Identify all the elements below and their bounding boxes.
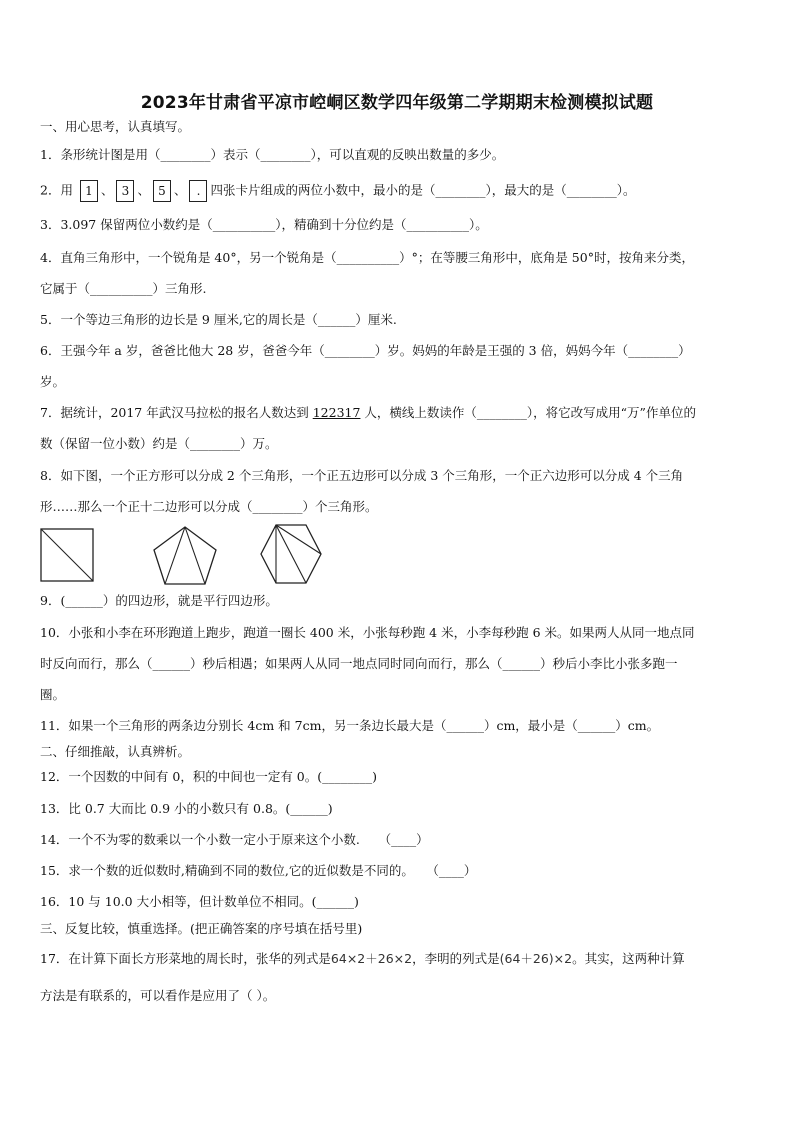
question-10-line-2: 时反向而行，那么（______）秒后相遇；如果两人从同一地点同时同向而行，那么（______）秒后小李比小张多跑一	[40, 656, 678, 671]
question-12: 12．一个因数的中间有 0，积的中间也一定有 0。(________)	[40, 769, 378, 784]
question-6-line-1: 6．王强今年 a 岁，爸爸比他大 28 岁，爸爸今年（________）岁。妈妈的年龄是王强的 3 倍，妈妈今年（________）	[40, 343, 691, 358]
question-9: 9．(______）的四边形，就是平行四边形。	[40, 593, 278, 608]
q2-sep-3: 、	[173, 182, 187, 198]
card-5: 5	[153, 180, 171, 202]
question-1: 1．条形统计图是用（________）表示（________），可以直观的反映出数量的多少。	[40, 147, 505, 162]
q17-text-b: ，李明的列式是	[412, 951, 500, 966]
question-13: 13．比 0.7 大而比 0.9 小的小数只有 0.8。(______)	[40, 801, 333, 816]
question-11: 11．如果一个三角形的两条边分别长 4cm 和 7cm，另一条边长最大是（______）cm，最小是（______）cm。	[40, 718, 660, 733]
page-title: 2023年甘肃省平凉市崆峒区数学四年级第二学期期末检测模拟试题	[140, 93, 654, 113]
question-7-line-2: 数（保留一位小数）约是（________）万。	[40, 436, 278, 451]
question-6-line-2: 岁。	[40, 374, 66, 389]
question-15: 15．求一个数的近似数时,精确到不同的数位,它的近似数是不同的。 （____）	[40, 863, 477, 878]
question-5: 5．一个等边三角形的边长是 9 厘米,它的周长是（______）厘米.	[40, 312, 397, 327]
card-3: 3	[116, 180, 134, 202]
section-2-heading: 二、仔细推敲，认真辨析。	[40, 744, 191, 759]
question-10-line-3: 圈。	[40, 687, 66, 702]
question-16: 16．10 与 10.0 大小相等，但计数单位不相同。(______)	[40, 894, 359, 909]
zhanghua-formula: 64×2＋26×2	[330, 951, 413, 966]
q17-text-c: 。其实，这两种计算	[572, 951, 685, 966]
q7-number: 122317	[312, 405, 361, 420]
question-3: 3．3.097 保留两位小数约是（__________），精确到十分位约是（__________）。	[40, 217, 488, 232]
q2-sep-1: 、	[100, 182, 114, 198]
card-dot: .	[189, 180, 207, 202]
liming-formula: (64＋26)×2	[499, 951, 573, 966]
question-8-line-1: 8．如下图，一个正方形可以分成 2 个三角形，一个正五边形可以分成 3 个三角形，一个正六边形可以分成 4 个三角	[40, 468, 684, 483]
question-8-line-2: 形……那么一个正十二边形可以分成（________）个三角形。	[40, 499, 378, 514]
card-1: 1	[80, 180, 98, 202]
q2-sep-2: 、	[137, 182, 150, 198]
section-1-heading: 一、用心思考，认真填写。	[40, 119, 191, 134]
question-14: 14．一个不为零的数乘以一个小数一定小于原来这个小数. （____）	[40, 832, 429, 847]
question-17-line-2: 方法是有联系的，可以看作是应用了（ ）。	[40, 988, 276, 1003]
question-10-line-1: 10．小张和小李在环形跑道上跑步，跑道一圈长 400 米，小张每秒跑 4 米，小李每秒跑 6 米。如果两人从同一地点同	[40, 625, 695, 640]
question-4-line-1: 4．直角三角形中，一个锐角是 40°，另一个锐角是（__________）°；在等腰三角形中，底角是 50°时，按角来分类，	[40, 250, 694, 265]
question-2	[40, 180, 636, 202]
section-3-heading: 三、反复比较，慎重选择。(把正确答案的序号填在括号里)	[40, 921, 363, 936]
pentagon-figure	[150, 524, 220, 588]
question-7-line-1	[40, 404, 696, 422]
square-figure	[38, 526, 98, 584]
question-17-line-1	[40, 950, 685, 968]
hexagon-figure	[258, 522, 324, 586]
q2-suffix: 四张卡片组成的两位小数中，最小的是（________），最大的是（________）。	[210, 182, 636, 198]
q2-prefix: 2．用	[40, 182, 73, 198]
q7-text-a: 7．据统计，2017 年武汉马拉松的报名人数达到	[40, 405, 313, 420]
q17-text-a: 17．在计算下面长方形菜地的周长时，张华的列式是	[40, 951, 331, 966]
question-4-line-2: 它属于（__________）三角形.	[40, 281, 207, 296]
q7-text-b: 人，横线上数读作（________），将它改写成用“万”作单位的	[360, 405, 696, 420]
